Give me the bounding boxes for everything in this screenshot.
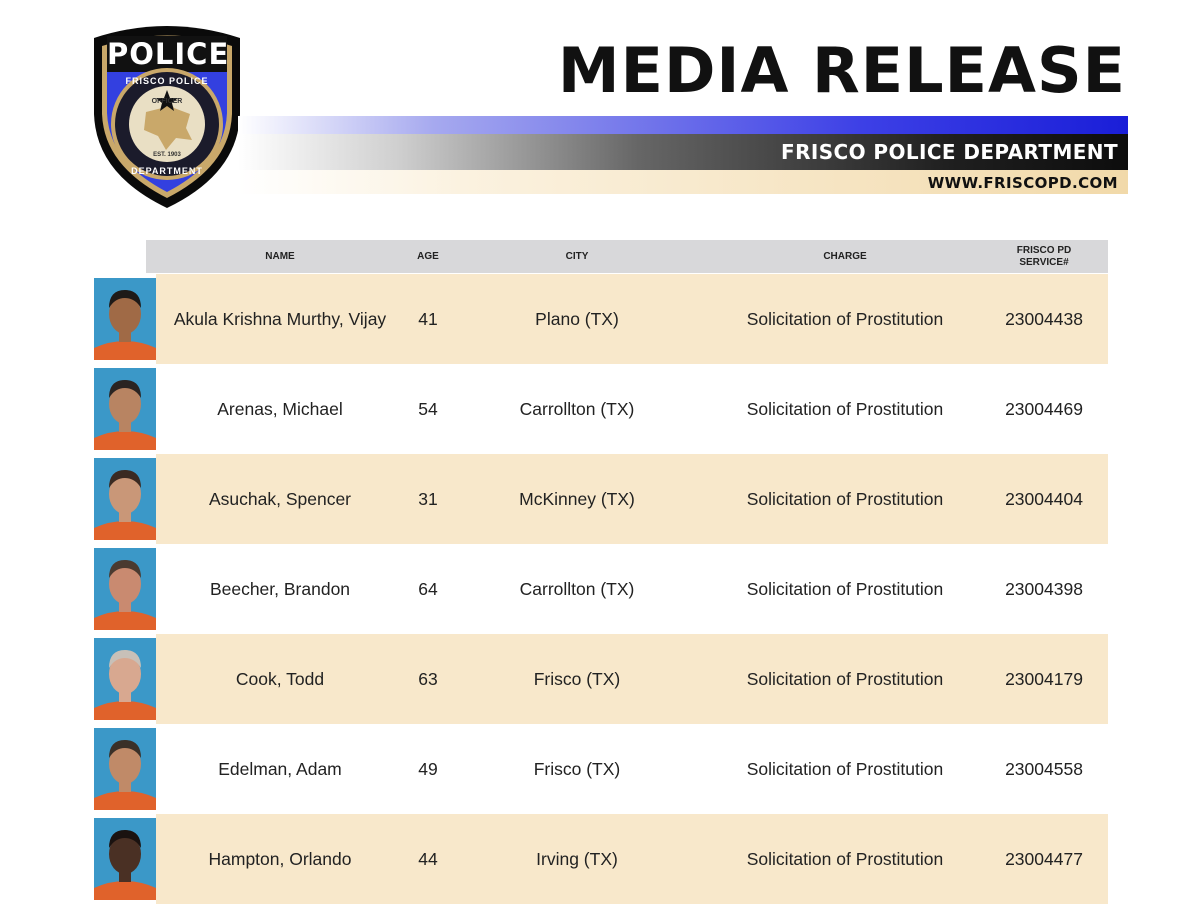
- badge-ring-bottom-text: DEPARTMENT: [131, 166, 203, 176]
- mugshot-photo: [94, 368, 156, 450]
- cell-age: 64: [418, 578, 438, 599]
- police-badge-logo: [86, 16, 248, 212]
- blue-banner-stripe: [238, 116, 1128, 134]
- badge-inner-word: OFFICER: [151, 98, 183, 105]
- cell-name: Hampton, Orlando: [208, 848, 352, 869]
- badge-ring-top-text: FRISCO POLICE: [125, 76, 209, 86]
- badge-est-text: EST. 1903: [153, 152, 181, 158]
- table-row: [0, 544, 1200, 634]
- col-header-name: NAME: [265, 250, 295, 262]
- cell-name: Cook, Todd: [235, 668, 325, 689]
- col-header-city: CITY: [565, 250, 589, 262]
- cell-charge: Solicitation of Prostitution: [746, 308, 944, 329]
- cell-age: 49: [418, 758, 438, 779]
- cell-city: Carrollton (TX): [519, 578, 635, 599]
- col-header-service: [984, 240, 1104, 273]
- col-header-service-line2: SERVICE#: [1019, 256, 1069, 268]
- mugshot-photo: [94, 458, 156, 540]
- cell-service-number: 23004179: [1005, 668, 1083, 689]
- cell-name: Beecher, Brandon: [209, 578, 351, 599]
- cell-service-number: 23004398: [1005, 578, 1083, 599]
- cell-charge: Solicitation of Prostitution: [746, 398, 944, 419]
- cell-name: Akula Krishna Murthy, Vijay: [173, 308, 387, 329]
- mugshot-photo: [94, 818, 156, 900]
- cell-service-number: 23004404: [1005, 488, 1083, 509]
- table-header: [146, 240, 1108, 273]
- table-row: [0, 364, 1200, 454]
- cell-service-number: 23004469: [1005, 398, 1083, 419]
- cell-city: McKinney (TX): [519, 488, 635, 509]
- cell-age: 63: [418, 668, 438, 689]
- cell-service-number: 23004558: [1005, 758, 1083, 779]
- cell-city: Frisco (TX): [533, 668, 621, 689]
- media-release-title: MEDIA RELEASE: [557, 34, 1126, 107]
- cell-service-number: 23004438: [1005, 308, 1083, 329]
- mugshot-photo: [94, 278, 156, 360]
- col-header-service-line1: FRISCO PD: [1016, 244, 1072, 256]
- table-row: [0, 724, 1200, 814]
- cell-city: Irving (TX): [536, 848, 618, 869]
- cell-age: 44: [418, 848, 438, 869]
- cell-charge: Solicitation of Prostitution: [746, 758, 944, 779]
- cell-charge: Solicitation of Prostitution: [746, 578, 944, 599]
- cell-charge: Solicitation of Prostitution: [746, 848, 944, 869]
- department-name: FRISCO POLICE DEPARTMENT: [781, 140, 1118, 164]
- table-row: [0, 634, 1200, 724]
- cell-service-number: 23004477: [1005, 848, 1083, 869]
- department-banner: [238, 134, 1128, 170]
- cell-name: Edelman, Adam: [218, 758, 342, 779]
- cell-age: 41: [418, 308, 438, 329]
- cell-city: Carrollton (TX): [519, 398, 635, 419]
- table-row: [0, 274, 1200, 364]
- badge-police-text: POLICE: [107, 37, 230, 71]
- cell-charge: Solicitation of Prostitution: [746, 488, 944, 509]
- mugshot-photo: [94, 728, 156, 810]
- cell-name: Asuchak, Spencer: [208, 488, 352, 509]
- cell-age: 31: [418, 488, 438, 509]
- col-header-age: AGE: [417, 250, 439, 262]
- cell-city: Frisco (TX): [533, 758, 621, 779]
- cell-name: Arenas, Michael: [217, 398, 343, 419]
- cell-age: 54: [418, 398, 438, 419]
- table-row: [0, 814, 1200, 904]
- website-banner: [238, 170, 1128, 194]
- mugshot-photo: [94, 638, 156, 720]
- table-row: [0, 454, 1200, 544]
- cell-charge: Solicitation of Prostitution: [746, 668, 944, 689]
- website-url: WWW.FRISCOPD.COM: [927, 174, 1118, 192]
- mugshot-photo: [94, 548, 156, 630]
- col-header-charge: CHARGE: [823, 250, 867, 262]
- cell-city: Plano (TX): [535, 308, 619, 329]
